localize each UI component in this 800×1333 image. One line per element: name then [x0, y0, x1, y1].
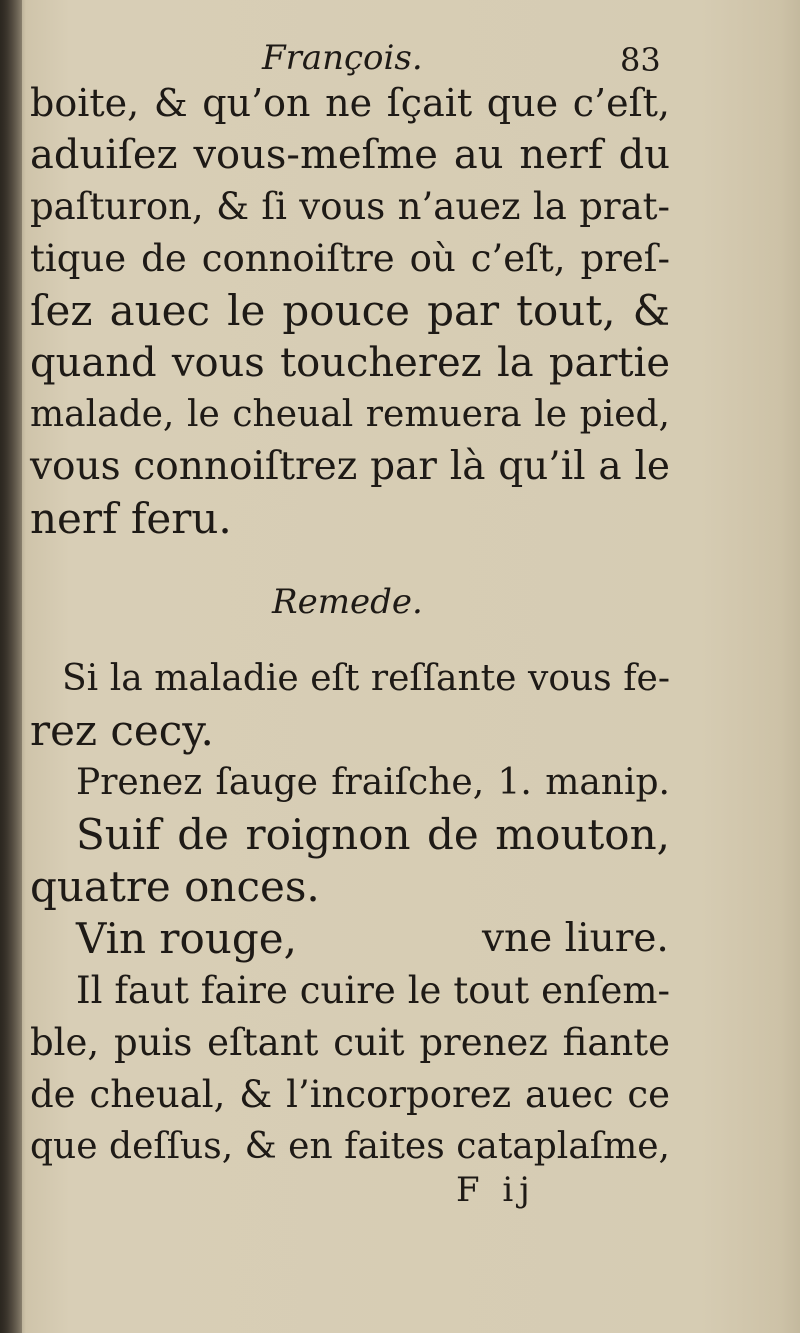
page-number: 83: [620, 41, 661, 79]
text-line: paſturon, & ſi vous n’auez la prat-: [30, 185, 670, 228]
ingredient-line: Prenez ſauge fraiſche, 1. manip.: [76, 762, 670, 803]
text-line: de cheual, & l’incorporez auec ce: [30, 1073, 670, 1116]
text-line: ble, puis eſtant cuit prenez fiante: [30, 1021, 670, 1064]
text-line: rez cecy.: [30, 706, 214, 755]
text-line: vous connoiſtrez par là qu’il a le: [30, 444, 670, 489]
text-line: malade, le cheual remuera le pied,: [30, 394, 670, 435]
page-gutter-shadow: [0, 0, 22, 1333]
text-line: nerf feru.: [30, 494, 232, 543]
ingredient-line: Suif de roignon de mouton,: [76, 810, 670, 859]
text-line: que deſſus, & en faites cataplaſme,: [30, 1126, 670, 1167]
text-line: quand vous toucherez la partie: [30, 340, 670, 386]
text-line: tique de connoiſtre où c’eſt, preſ-: [30, 237, 670, 280]
text-line: ſez auec le pouce par tout, &: [30, 286, 670, 335]
running-title: François.: [262, 38, 423, 78]
text-line: aduiſez vous-meſme au nerf du: [30, 132, 670, 178]
text-line: boite, & qu’on ne ſçait que c’eſt,: [30, 81, 670, 125]
ingredient-quantity: vne liure.: [482, 916, 669, 961]
signature-mark: F ij: [456, 1170, 536, 1210]
text-line: Si la maladie eſt reſſante vous fe-: [62, 658, 670, 699]
ingredient-line: Vin rouge,: [76, 914, 297, 963]
text-line: Il faut faire cuire le tout enſem-: [76, 969, 670, 1012]
section-heading: Remede.: [272, 582, 423, 622]
text-line: quatre onces.: [30, 862, 320, 911]
